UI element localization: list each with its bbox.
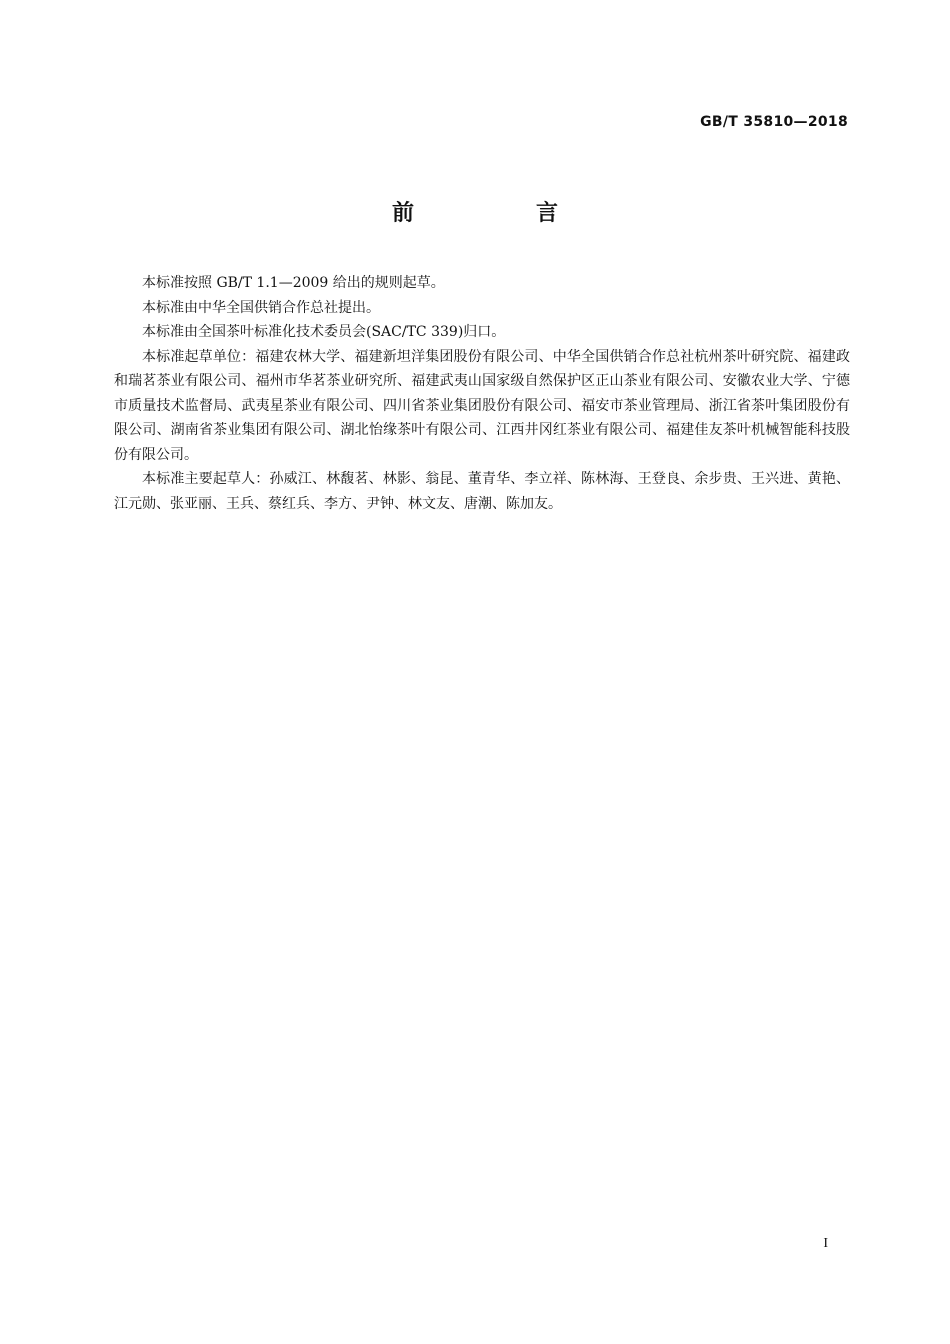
page-title: 前 言	[391, 201, 608, 226]
paragraph-drafting-rules: 本标准按照 GB/T 1.1—2009 给出的规则起草。	[142, 275, 445, 291]
paragraph-drafting-units: 本标准起草单位：福建农林大学、福建新坦洋集团股份有限公司、中华全国供销合作总社杭州茶叶研究院、福建政和瑞茗茶业有限公司、福州市华茗茶业研究所、福建武夷山国家级自然保护区正山茶业有限公司、安徽农业大学、宁德市质量技术监督局、武夷星茶业有限公司、四川省茶业集团股份有限公司、福安市茶业管理局、浙江省茶叶集团股份有限公司、湖南省茶业集团有限公司、湖北怡缘茶叶有限公司、江西井冈红茶业有限公司、福建佳友茶叶机械智能科技股份有限公司。	[114, 348, 850, 463]
page-number: I	[823, 1236, 828, 1251]
foreword-body	[114, 271, 850, 516]
paragraph-proposer: 本标准由中华全国供销合作总社提出。	[142, 299, 380, 316]
paragraph-drafters: 本标准主要起草人：孙威江、林馥茗、林影、翁昆、董青华、李立祥、陈林海、王登良、余步贵、王兴进、黄艳、江元勋、张亚丽、王兵、蔡红兵、李方、尹钟、林文友、唐潮、陈加友。	[114, 471, 850, 512]
standard-code: GB/T 35810—2018	[700, 114, 848, 130]
paragraph-administrator: 本标准由全国茶叶标准化技术委员会(SAC/TC 339)归口。	[142, 324, 506, 340]
